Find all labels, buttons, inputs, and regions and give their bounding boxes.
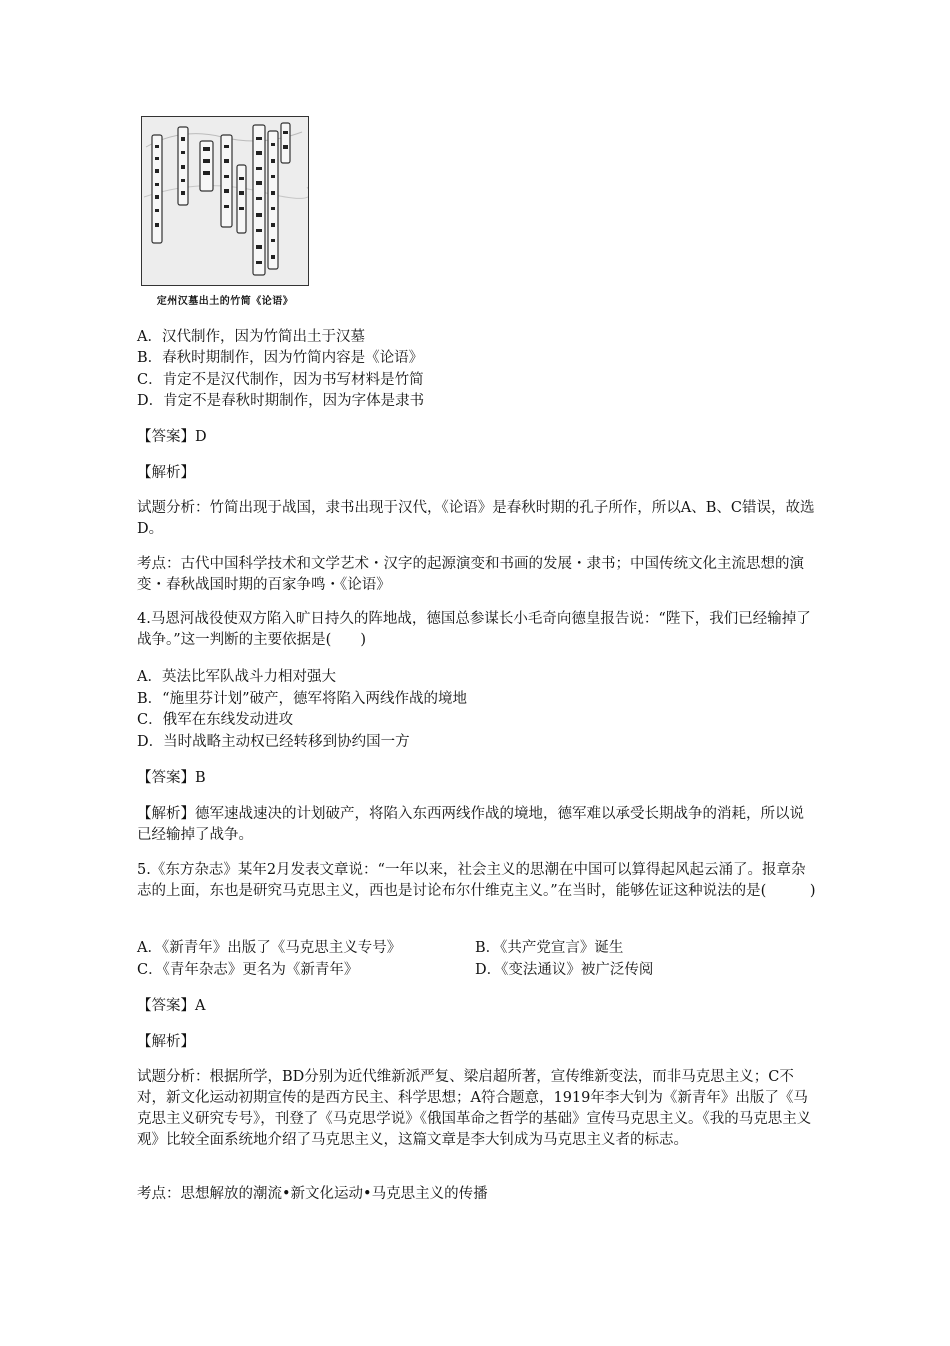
q5-analysis-label: 【解析】 xyxy=(137,1034,195,1050)
q4-stem: 4.马恩河战役使双方陷入旷日持久的阵地战，德国总参谋长小毛奇向德皇报告说：“陛下，我们已经输掉了战争。”这一判断的主要依据是( ) xyxy=(137,611,811,648)
q3-kaodian: 考点：古代中国科学技术和文学艺术・汉字的起源演变和书画的发展・隶书；中国传统文化主流思想的演变・春秋战国时期的百家争鸣・《论语》 xyxy=(137,556,804,593)
q3-option-a: A．汉代制作，因为竹简出土于汉墓 xyxy=(137,329,365,345)
q3-option-c: C．肯定不是汉代制作，因为书写材料是竹简 xyxy=(137,372,424,388)
q5-option-c: C．《青年杂志》更名为《新青年》 xyxy=(137,962,359,978)
q5-option-b: B．《共产党宣言》诞生 xyxy=(475,940,624,956)
q4-option-d: D．当时战略主动权已经转移到协约国一方 xyxy=(137,734,410,750)
q4-option-c: C．俄军在东线发动进攻 xyxy=(137,712,294,728)
q5-analysis: 试题分析：根据所学，BD分别为近代维新派严复、梁启超所著，宣传维新变法，而非马克思主义；C不对，新文化运动初期宣传的是西方民主、科学思想；A符合题意，1919年李大钊为《新青年》出版了《马克思主义研究专号》，刊登了《马克思学说》《俄国革命之哲学的基础》宣传马克思主义。《我的马克思主义观》比较全面系统地介绍了马克思主义，这篇文章是李大钊成为马克思主义者的标志。 xyxy=(137,1069,812,1148)
q5-answer: 【答案】A xyxy=(137,998,206,1014)
q4-option-b: B．“施里芬计划”破产，德军将陷入两线作战的境地 xyxy=(137,691,467,707)
bamboo-slips-photo xyxy=(141,116,309,286)
bamboo-slips-figure xyxy=(141,116,309,307)
figure-caption: 定州汉墓出土的竹简《论语》 xyxy=(156,296,294,307)
q3-analysis-label: 【解析】 xyxy=(137,465,195,481)
q4-option-a: A．英法比军队战斗力相对强大 xyxy=(137,669,336,685)
q5-option-d: D．《变法通议》被广泛传阅 xyxy=(475,962,654,978)
q4-analysis: 【解析】德军速战速决的计划破产，将陷入东西两线作战的境地，德军难以承受长期战争的消耗，所以说已经输掉了战争。 xyxy=(137,806,804,843)
q3-option-b: B．春秋时期制作，因为竹简内容是《论语》 xyxy=(137,350,424,366)
q5-kaodian: 考点：思想解放的潮流•新文化运动•马克思主义的传播 xyxy=(137,1186,488,1202)
q4-answer: 【答案】B xyxy=(137,770,206,786)
q5-stem: 5.《东方杂志》某年2月发表文章说：“一年以来，社会主义的思潮在中国可以算得起风起云涌了。报章杂志的上面，东也是研究马克思主义，西也是讨论布尔什维克主义。”在当时，能够佐证这种说法的是( ) xyxy=(137,862,816,899)
q3-option-d: D．肯定不是春秋时期制作，因为字体是隶书 xyxy=(137,393,425,409)
q3-analysis: 试题分析：竹简出现于战国，隶书出现于汉代，《论语》是春秋时期的孔子所作，所以A、B、C错误，故选D。 xyxy=(137,500,815,537)
q3-answer: 【答案】D xyxy=(137,429,207,445)
q5-option-a: A．《新青年》出版了《马克思主义专号》 xyxy=(137,940,402,956)
